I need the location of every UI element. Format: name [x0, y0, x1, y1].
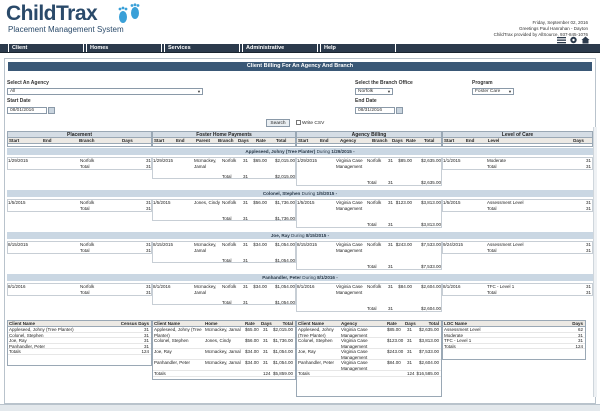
summary-client: Colonel, Stephen [154, 338, 189, 343]
summary-name: Colonel, Stephen [9, 332, 44, 338]
agency-total: $7,533.00 [420, 242, 441, 247]
col-start: Start [444, 138, 455, 143]
total-label: Total [487, 163, 497, 169]
total-label: Total [487, 205, 497, 211]
summary-row [297, 349, 441, 360]
summary-client: Colonel, Stephen [298, 338, 333, 343]
nav-administrative[interactable]: Administrative [242, 44, 318, 52]
agency-name: Virginia Case Management [336, 158, 363, 169]
totals-value: 124 [141, 349, 149, 354]
loc-start: 1/5/2015 [443, 200, 461, 205]
col-end: End [176, 138, 185, 143]
foster-sum-days: 31 [242, 216, 248, 221]
summary-client: Panhandler, Peter [154, 360, 191, 365]
loc-days: 31 [585, 284, 591, 289]
during-label: During [302, 275, 316, 280]
nav-help[interactable]: Help [320, 44, 396, 52]
summary-days: 31 [407, 349, 413, 354]
header-date: Friday, September 02, 2016 [532, 20, 588, 25]
col-start: Start [154, 138, 165, 143]
col-days: Days [572, 321, 583, 326]
col-total: Total [276, 138, 287, 143]
agency-label: Select An Agency [7, 80, 49, 86]
during-label: During [291, 233, 305, 238]
placement-days: 31 [145, 242, 151, 247]
col-rate: Rate [387, 321, 397, 326]
col-parent: Parent [196, 138, 211, 143]
summary-total: $2,015.00 [272, 327, 293, 332]
foster-days: 31 [242, 200, 248, 205]
client-group-header [7, 190, 593, 197]
foster-branch: Norfolk [222, 158, 237, 163]
logo-subtitle: Placement Management System [8, 25, 124, 34]
placement-start: 8/15/2015 [8, 242, 29, 247]
summary-rate: $85.00 [387, 327, 401, 332]
summary-home: Virginia Case Management [341, 338, 368, 349]
summary-home: Mcmackey, Jamal [205, 327, 241, 332]
agency-branch: Norfolk [367, 284, 382, 289]
foster-sum-total: $1,054.00 [274, 300, 295, 305]
loc-start: 1/1/2015 [443, 158, 461, 163]
total-label: Total [222, 300, 232, 305]
calendar-icon[interactable] [396, 107, 403, 114]
agency-sum-total: $2,604.00 [420, 306, 441, 311]
placement-start: 1/29/2015 [8, 158, 29, 163]
summary-client: Appleseed, Johny (Tree Planter) [154, 327, 202, 338]
totals-label: Totals [444, 343, 456, 349]
summary-rate: $243.00 [387, 349, 404, 354]
group-date: 1/29/2015 - [331, 149, 355, 154]
loc-summary [442, 320, 586, 360]
foster-total: $1,054.00 [274, 242, 295, 247]
total-label: Total [367, 264, 377, 269]
totals-value: $5,859.00 [272, 371, 293, 376]
summary-name: Moderate [444, 332, 464, 338]
main-nav [0, 44, 600, 53]
col-rate: Rate [406, 138, 416, 143]
loc-level: Assessment Level [487, 200, 524, 205]
placement-days: 31 [145, 158, 151, 163]
summary-total: $1,054.00 [272, 349, 293, 354]
header-provider: ChildTrax provided by AllSource, 937-845-1076 [493, 32, 588, 37]
program-label: Program [472, 80, 493, 86]
foster-sum-total: $2,015.00 [274, 174, 295, 179]
summary-row [297, 338, 441, 349]
start-date-label: Start Date [7, 98, 31, 104]
col-days: Days [405, 321, 416, 326]
agency-branch: Norfolk [367, 200, 382, 205]
client-group-header [7, 274, 593, 281]
client-name: Appleseed, Johny (Tree Planter) [245, 149, 316, 154]
placement-title: Placement [8, 132, 151, 138]
summary-client: Joe, Ray [298, 349, 316, 354]
csv-label: Write CSV [302, 120, 325, 126]
census-summary [7, 320, 152, 366]
total-label: Total [222, 216, 232, 221]
foster-rate: $34.00 [253, 242, 267, 247]
foster-start: 1/5/2015 [153, 200, 171, 205]
totals-days: 124 [407, 371, 415, 376]
col-start: Start [9, 138, 20, 143]
agency-start: 1/29/2015 [297, 158, 318, 163]
col-end: End [43, 138, 52, 143]
foster-title: Foster Home Payments [153, 132, 295, 138]
agency-name: Virginia Case Management [336, 200, 363, 211]
foster-rate: $56.00 [253, 200, 267, 205]
summary-days: 31 [143, 338, 149, 343]
foster-sum-total: $1,736.00 [274, 216, 295, 221]
client-name: Joe, Ray [270, 233, 290, 238]
summary-name: Joe, Ray [9, 338, 27, 343]
summary-home: Mcmackey, Jamal [205, 360, 241, 365]
total-label: Total [367, 306, 377, 311]
client-name: Colonel, Stephen [262, 191, 301, 196]
summary-home: Virginia Case Management [341, 327, 368, 338]
agency-select-value: All [10, 89, 16, 94]
total-label: Total [487, 289, 497, 295]
agency-start: 1/5/2015 [297, 200, 315, 205]
loc-start: 8/1/2016 [443, 284, 461, 289]
summary-days: 31 [143, 332, 149, 338]
list-icon[interactable] [557, 36, 566, 44]
nav-client[interactable]: Client [8, 44, 84, 52]
loc-total: 31 [585, 163, 591, 169]
summary-client: Panhandler, Peter [298, 360, 335, 365]
summary-home: Virginia Case Management [341, 360, 368, 371]
summary-name: Panhandler, Peter [9, 343, 46, 349]
totals-label: Totals [298, 371, 310, 376]
header-icons [557, 36, 590, 44]
summary-rate: $123.00 [387, 338, 404, 343]
foster-total: $1,054.00 [274, 284, 295, 289]
col-end: End [320, 138, 329, 143]
col-client-name: Client Name [298, 321, 325, 326]
agency-days: 31 [387, 200, 393, 205]
search-button[interactable]: Search [266, 119, 290, 127]
foster-sum-days: 31 [242, 300, 248, 305]
agency-rate: $84.00 [398, 284, 412, 289]
agency-sum-days: 31 [387, 306, 393, 311]
summary-row [153, 360, 295, 371]
col-days: Days [238, 138, 249, 143]
agency-title: Agency Billing [297, 132, 441, 138]
col-rate: Rate [256, 138, 266, 143]
branch-select-value: Norfolk [358, 89, 374, 94]
agency-sum-total: $3,813.00 [420, 222, 441, 227]
summary-total: $7,533.00 [418, 349, 439, 354]
foster-branch: Norfolk [222, 242, 237, 247]
col-rate: Rate [245, 321, 255, 326]
summary-row [153, 327, 295, 338]
total-label: Total [80, 205, 90, 211]
csv-checkbox[interactable] [296, 120, 301, 125]
foster-parent: Mcmackey, Jamal [194, 158, 217, 169]
loc-days: 31 [585, 242, 591, 247]
agency-sum-total: $7,533.00 [420, 264, 441, 269]
placement-branch: Norfolk [80, 200, 95, 205]
foster-branch: Norfolk [222, 284, 237, 289]
col-days: Days [392, 138, 403, 143]
summary-days: 31 [577, 332, 583, 338]
loc-level: Moderate [487, 158, 507, 163]
col-days: Days [573, 138, 584, 143]
total-label: Total [222, 174, 232, 179]
agency-rate: $123.00 [395, 200, 412, 205]
client-name: Panhandler, Peter [262, 275, 301, 280]
total-label: Total [487, 247, 497, 253]
summary-client: Appleseed, Johny (Tree Planter) [298, 327, 334, 338]
foster-sum-days: 31 [242, 174, 248, 179]
footprints-icon [115, 3, 143, 25]
placement-start: 8/1/2016 [8, 284, 26, 289]
placement-start: 1/5/2015 [8, 200, 26, 205]
placement-total: 31 [145, 163, 151, 169]
total-label: Total [80, 247, 90, 253]
agency-sum-days: 31 [387, 264, 393, 269]
summary-total: $3,813.00 [418, 338, 439, 343]
agency-select[interactable] [7, 88, 203, 95]
agency-start: 8/1/2016 [297, 284, 315, 289]
header-greeting: Greetings Paul Hanrahan - Dayton [518, 26, 588, 31]
agency-total: $2,604.00 [420, 284, 441, 289]
summary-total: $1,736.00 [272, 338, 293, 343]
end-date-input[interactable]: 08/31/2016 [355, 107, 395, 114]
page-title: Client Billing For An Agency And Branch [8, 62, 592, 71]
summary-row [297, 360, 441, 371]
group-date: 8/1/2016 - [317, 275, 338, 280]
agency-summary [296, 320, 442, 397]
placement-total: 31 [145, 247, 151, 253]
end-date-label: End Date [355, 98, 377, 104]
summary-days: 31 [407, 360, 413, 365]
agency-sum-total: $2,635.00 [420, 180, 441, 185]
agency-start: 8/15/2015 [297, 242, 318, 247]
loc-start: 9/24/2015 [443, 242, 464, 247]
totals-value: $16,585.00 [416, 371, 439, 376]
home-icon[interactable] [581, 36, 590, 44]
col-loc-name: LOC Name [444, 321, 468, 326]
summary-name: Appleseed, Johny (Tree Planter) [9, 327, 74, 332]
client-group-header [7, 148, 593, 155]
branch-label: Select the Branch Office [355, 80, 413, 86]
agency-rate: $243.00 [395, 242, 412, 247]
summary-rate: $65.00 [245, 327, 259, 332]
foster-header [152, 131, 296, 147]
placement-days: 31 [145, 284, 151, 289]
placement-header [7, 131, 152, 147]
summary-days: 31 [263, 349, 269, 354]
summary-days: 31 [263, 360, 269, 365]
during-label: During [316, 149, 331, 154]
agency-total: $3,813.00 [420, 200, 441, 205]
placement-columns [8, 138, 151, 144]
foster-start: 8/1/2016 [153, 284, 171, 289]
foster-rate: $65.00 [253, 158, 267, 163]
placement-total: 31 [145, 289, 151, 295]
branch-select[interactable] [355, 88, 393, 95]
col-total: Total [424, 138, 435, 143]
agency-sum-days: 31 [387, 222, 393, 227]
agency-branch: Norfolk [367, 158, 382, 163]
chevron-down-icon: ▼ [197, 89, 201, 94]
summary-total-row [153, 371, 295, 377]
placement-total: 31 [145, 205, 151, 211]
summary-days: 31 [407, 327, 413, 332]
program-select[interactable] [472, 88, 514, 95]
loc-header [442, 131, 593, 147]
summary-name: TFC - Level 1 [444, 338, 472, 343]
total-label: Total [222, 258, 232, 263]
col-level: Level [487, 138, 500, 143]
agency-sum-days: 31 [387, 180, 393, 185]
foster-rate: $34.00 [253, 284, 267, 289]
summary-row [153, 349, 295, 360]
chevron-down-icon: ▼ [387, 89, 391, 94]
start-date-input[interactable]: 08/01/2016 [7, 107, 47, 114]
loc-total: 31 [585, 289, 591, 295]
col-end: End [465, 138, 475, 143]
col-client-name: Client Name [154, 321, 181, 326]
loc-total: 31 [585, 247, 591, 253]
summary-days: 31 [263, 338, 269, 343]
foster-start: 8/15/2015 [153, 242, 174, 247]
loc-level: TFC - Level 1 [487, 284, 515, 289]
client-group-header [7, 232, 593, 239]
summary-home: Jones, Cindy [205, 338, 232, 343]
foster-days: 31 [242, 158, 248, 163]
foster-total: $2,015.00 [274, 158, 295, 163]
calendar-icon[interactable] [48, 107, 55, 114]
col-branch: Branch [372, 138, 388, 143]
total-label: Total [80, 163, 90, 169]
summary-days: 31 [263, 327, 269, 332]
summary-row [297, 327, 441, 338]
loc-days: 31 [585, 200, 591, 205]
vertical-scrollbar[interactable] [593, 127, 597, 397]
foster-branch: Norfolk [222, 200, 237, 205]
col-days: Days [261, 321, 272, 326]
summary-rate: $56.00 [245, 338, 259, 343]
col-agency: Agency [340, 138, 357, 143]
total-label: Total [367, 222, 377, 227]
during-label: During [301, 191, 316, 196]
agency-columns [297, 138, 441, 144]
agency-branch: Norfolk [367, 242, 382, 247]
col-total: Total [282, 321, 293, 326]
summary-home: Mcmackey, Jamal [205, 349, 241, 354]
foster-parent: Mcmackey, Jamal [194, 242, 217, 253]
logo [6, 3, 124, 34]
summary-rate: $34.00 [245, 349, 259, 354]
totals-value: 124 [575, 343, 583, 349]
placement-branch: Norfolk [80, 158, 95, 163]
totals-days: 124 [263, 371, 271, 376]
summary-home: Virginia Case Management [341, 349, 368, 360]
col-branch: Branch [79, 138, 95, 143]
foster-total: $1,736.00 [274, 200, 295, 205]
total-label: Total [367, 180, 377, 185]
summary-row [153, 338, 295, 349]
foster-summary [152, 320, 296, 380]
app-header [0, 0, 600, 44]
col-days: Days [122, 138, 133, 143]
foster-sum-total: $1,054.00 [274, 258, 295, 263]
placement-days: 31 [145, 200, 151, 205]
agency-name: Virginia Case Management [336, 284, 363, 295]
agency-days: 31 [387, 284, 393, 289]
bottom-bar [0, 404, 600, 411]
summary-total-row [297, 371, 441, 377]
nav-homes[interactable]: Homes [86, 44, 162, 52]
col-branch: Branch [218, 138, 234, 143]
col-total: Total [428, 321, 439, 326]
summary-total: $2,635.00 [418, 327, 439, 332]
summary-total: $2,604.00 [418, 360, 439, 365]
col-client-name: Client Name [9, 321, 36, 326]
totals-label: Totals [154, 371, 166, 376]
foster-days: 31 [242, 242, 248, 247]
foster-parent: Jones, Cindy [194, 200, 221, 205]
chevron-down-icon: ▼ [508, 89, 512, 94]
col-agency: Agency [341, 321, 358, 326]
summary-client: Joe, Ray [154, 349, 172, 354]
summary-days: 31 [407, 338, 413, 343]
agency-days: 31 [387, 158, 393, 163]
loc-days: 31 [585, 158, 591, 163]
write-csv[interactable] [296, 120, 324, 126]
summary-total: $1,054.00 [272, 360, 293, 365]
program-select-value: Foster Care [475, 89, 501, 94]
total-label: Total [80, 289, 90, 295]
summary-total-row [8, 349, 151, 355]
totals-label: Totals [9, 349, 21, 354]
foster-columns [153, 138, 295, 144]
foster-start: 1/29/2015 [153, 158, 174, 163]
loc-columns [443, 138, 592, 144]
summary-total-row [443, 344, 585, 350]
col-start: Start [298, 138, 309, 143]
loc-title: Level of Care [443, 132, 592, 138]
group-date: 1/5/2015 - [316, 191, 338, 196]
agency-rate: $85.00 [398, 158, 412, 163]
summary-days: 31 [577, 338, 583, 343]
col-home: Home [205, 321, 218, 326]
summary-rate: $34.00 [245, 360, 259, 365]
summary-days: 62 [577, 327, 583, 332]
agency-total: $2,635.00 [420, 158, 441, 163]
foster-parent: Mcmackey, Jamal [194, 284, 217, 295]
agency-header [296, 131, 442, 147]
gear-icon[interactable] [569, 36, 578, 44]
placement-branch: Norfolk [80, 284, 95, 289]
summary-days: 31 [143, 327, 149, 332]
col-census-days: Census Days [120, 321, 149, 326]
foster-days: 31 [242, 284, 248, 289]
nav-services[interactable]: Services [164, 44, 240, 52]
group-date: 8/15/2015 - [305, 233, 330, 238]
agency-days: 31 [387, 242, 393, 247]
foster-sum-days: 31 [242, 258, 248, 263]
summary-rate: $84.00 [387, 360, 401, 365]
agency-name: Virginia Case Management [336, 242, 363, 253]
loc-total: 31 [585, 205, 591, 211]
loc-level: Assessment Level [487, 242, 524, 247]
summary-days: 31 [143, 343, 149, 349]
summary-name: Assessment Level [444, 327, 481, 332]
logo-title: ChildTrax [6, 2, 98, 25]
placement-branch: Norfolk [80, 242, 95, 247]
